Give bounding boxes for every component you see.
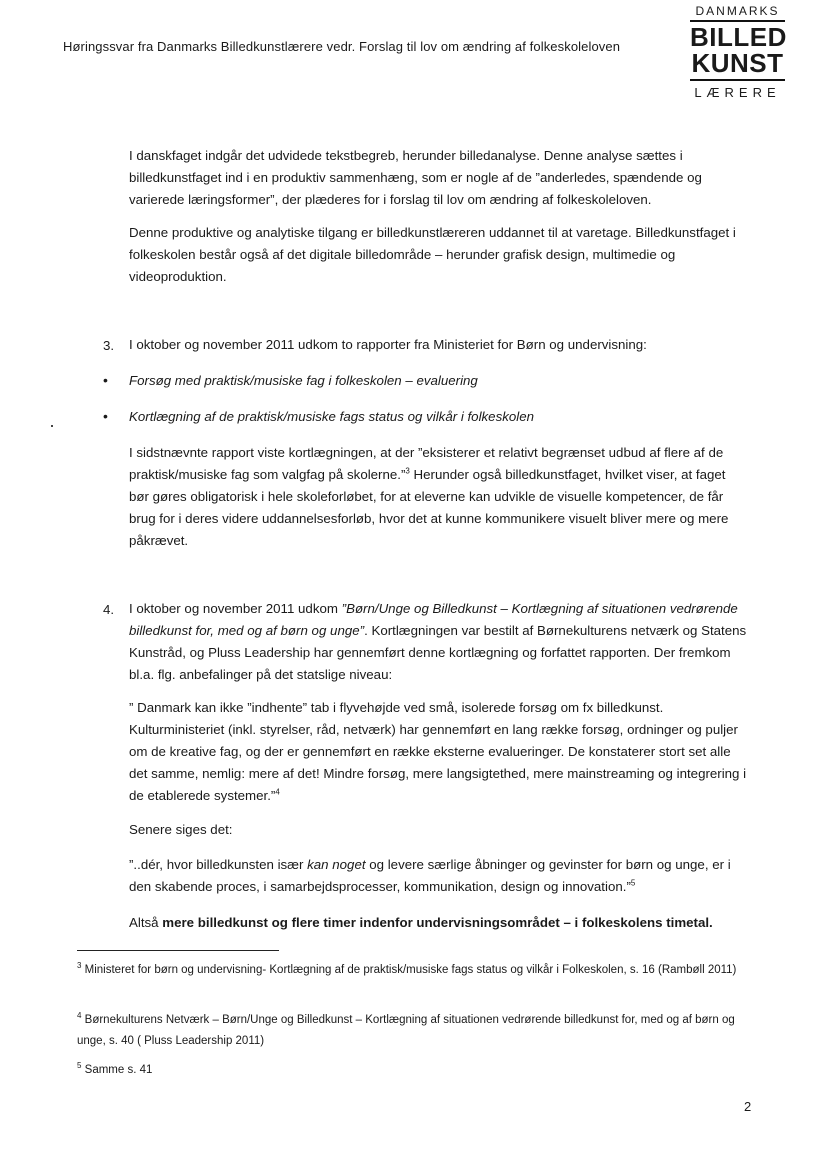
quote-2-part-a: ”..dér, hvor billedkunsten især xyxy=(129,857,308,872)
footnote-3 xyxy=(77,960,757,981)
later-said: Senere siges det: xyxy=(129,822,233,837)
logo-divider xyxy=(690,79,785,81)
logo-line2: KUNST xyxy=(691,48,784,78)
quote-2-emphasis: kan noget xyxy=(307,857,366,872)
running-header: Høringssvar fra Danmarks Billedkunstlærere vedr. Forslag til lov om ændring af folkeskoleloven xyxy=(63,39,621,54)
footnote-number: 5 xyxy=(77,1061,82,1071)
paragraph-2: Denne produktive og analytiske tilgang er billedkunstlæreren uddannet til at varetage. Billedkunstfaget i folkeskolen består også af det digitale billedområde – herunder grafisk design, multimedie og videoproduktion. xyxy=(129,225,736,284)
item-4-text xyxy=(129,598,749,686)
bullet-marker: • xyxy=(103,408,108,424)
conclusion-prefix: Altså xyxy=(129,915,163,930)
logo-line1: BILLED xyxy=(690,22,787,52)
list-number-4: 4. xyxy=(103,602,115,617)
conclusion-bold: mere billedkunst og flere timer indenfor undervisningsområdet – i folkeskolens timetal. xyxy=(162,915,713,930)
list-number-3: 3. xyxy=(103,338,115,353)
footnote-ref-4: 4 xyxy=(275,787,280,797)
scan-speck xyxy=(51,425,53,427)
item-3-text: I oktober og november 2011 udkom to rapporter fra Ministeriet for Børn og undervisning: xyxy=(129,337,647,352)
footnote-text: Samme s. 41 xyxy=(84,1064,153,1076)
footnote-5 xyxy=(77,1060,757,1081)
footnote-text: Ministeret for børn og undervisning- Kortlægning af de praktisk/musiske fags status og vilkår i Folkeskolen, s. 16 (Rambøll 2011) xyxy=(84,964,737,976)
footnote-4 xyxy=(77,1010,757,1052)
quote-2 xyxy=(129,854,749,898)
item-4-part-a: I oktober og november 2011 udkom xyxy=(129,601,342,616)
quote-1 xyxy=(129,697,749,807)
bullet-marker: • xyxy=(103,372,108,388)
footnote-ref-3: 3 xyxy=(405,466,410,476)
item-4-report-title: ”Børn/Unge og Billedkunst – Kortlægning af situationen vedrørende billedkunst for, med og af børn og unge” xyxy=(129,601,738,638)
quote-1-text: ” Danmark kan ikke ”indhente” tab i flyvehøjde ved små, isolerede forsøg om fx billedkunst. Kulturministeriet (inkl. styrelser, råd, netværk) har gennemført en lang række forsøg, ordninger og puljer om de kreative fag, og der er gennemført en række eksterne evalueringer. De konstaterer stort set alle det samme, nemlig: mere af det! Mindre forsøg, mere langsigtethed, mere mainstreaming og integrering i de etablerede systemer.” xyxy=(129,700,747,803)
footnote-number: 3 xyxy=(77,961,82,971)
logo-top-text: DANMARKS xyxy=(695,5,780,17)
paragraph-3-part-a: I sidstnævnte rapport viste kortlægningen, at der ”eksisterer et relativt begrænset udbud af flere af de praktisk/musiske fag som valgfag på skolerne.” xyxy=(129,445,724,482)
paragraph-3-part-b: Herunder også billedkunstfaget, hvilket viser, at faget bør gøres obligatorisk i hele skoleforløbet, for at eleverne kan udvikle de visuelle kompetencer, de får brug for i deres videre uddannelsesforløb, hvor det at kunne kommunikere visuelt bliver mere og mere påkrævet. xyxy=(129,467,729,548)
footnote-text: Børnekulturens Netværk – Børn/Unge og Billedkunst – Kortlægning af situationen vedrørende billedkunst for, med og af børn og unge, s. 40 ( Pluss Leadership 2011) xyxy=(77,1014,735,1047)
paragraph-3 xyxy=(129,442,749,552)
item-4-part-b: . Kortlægningen var bestilt af Børnekulturens netværk og Statens Kunstråd, og Pluss Leadership har gennemført denne kortlægning og forfattet rapporten. Der fremkom bl.a. flg. anbefalinger på det statslige niveau: xyxy=(129,623,747,682)
page-number: 2 xyxy=(744,1099,752,1114)
paragraph-1: I danskfaget indgår det udvidede tekstbegreb, herunder billedanalyse. Denne analyse sættes i billedkunstfaget ind i en produktiv sammenhæng, som er nogle af de ”anderledes, spændende og varierede læringsformer”, der plæderes for i forslag til lov om ændring af folkeskoleloven. xyxy=(129,148,702,207)
footnote-separator xyxy=(77,950,279,951)
footnote-number: 4 xyxy=(77,1011,82,1021)
logo-bottom-text: LÆRERE xyxy=(694,85,781,100)
quote-2-part-b: og levere særlige åbninger og gevinster for børn og unge, er i den skabende proces, i samarbejdsprocesser, kommunikation, design og innovation.” xyxy=(129,857,731,894)
logo xyxy=(690,5,787,100)
bullet-item-2: Kortlægning af de praktisk/musiske fags status og vilkår i folkeskolen xyxy=(129,409,535,424)
conclusion xyxy=(129,912,749,934)
footnote-ref-5: 5 xyxy=(630,878,636,888)
bullet-item-1: Forsøg med praktisk/musiske fag i folkeskolen – evaluering xyxy=(129,373,478,388)
